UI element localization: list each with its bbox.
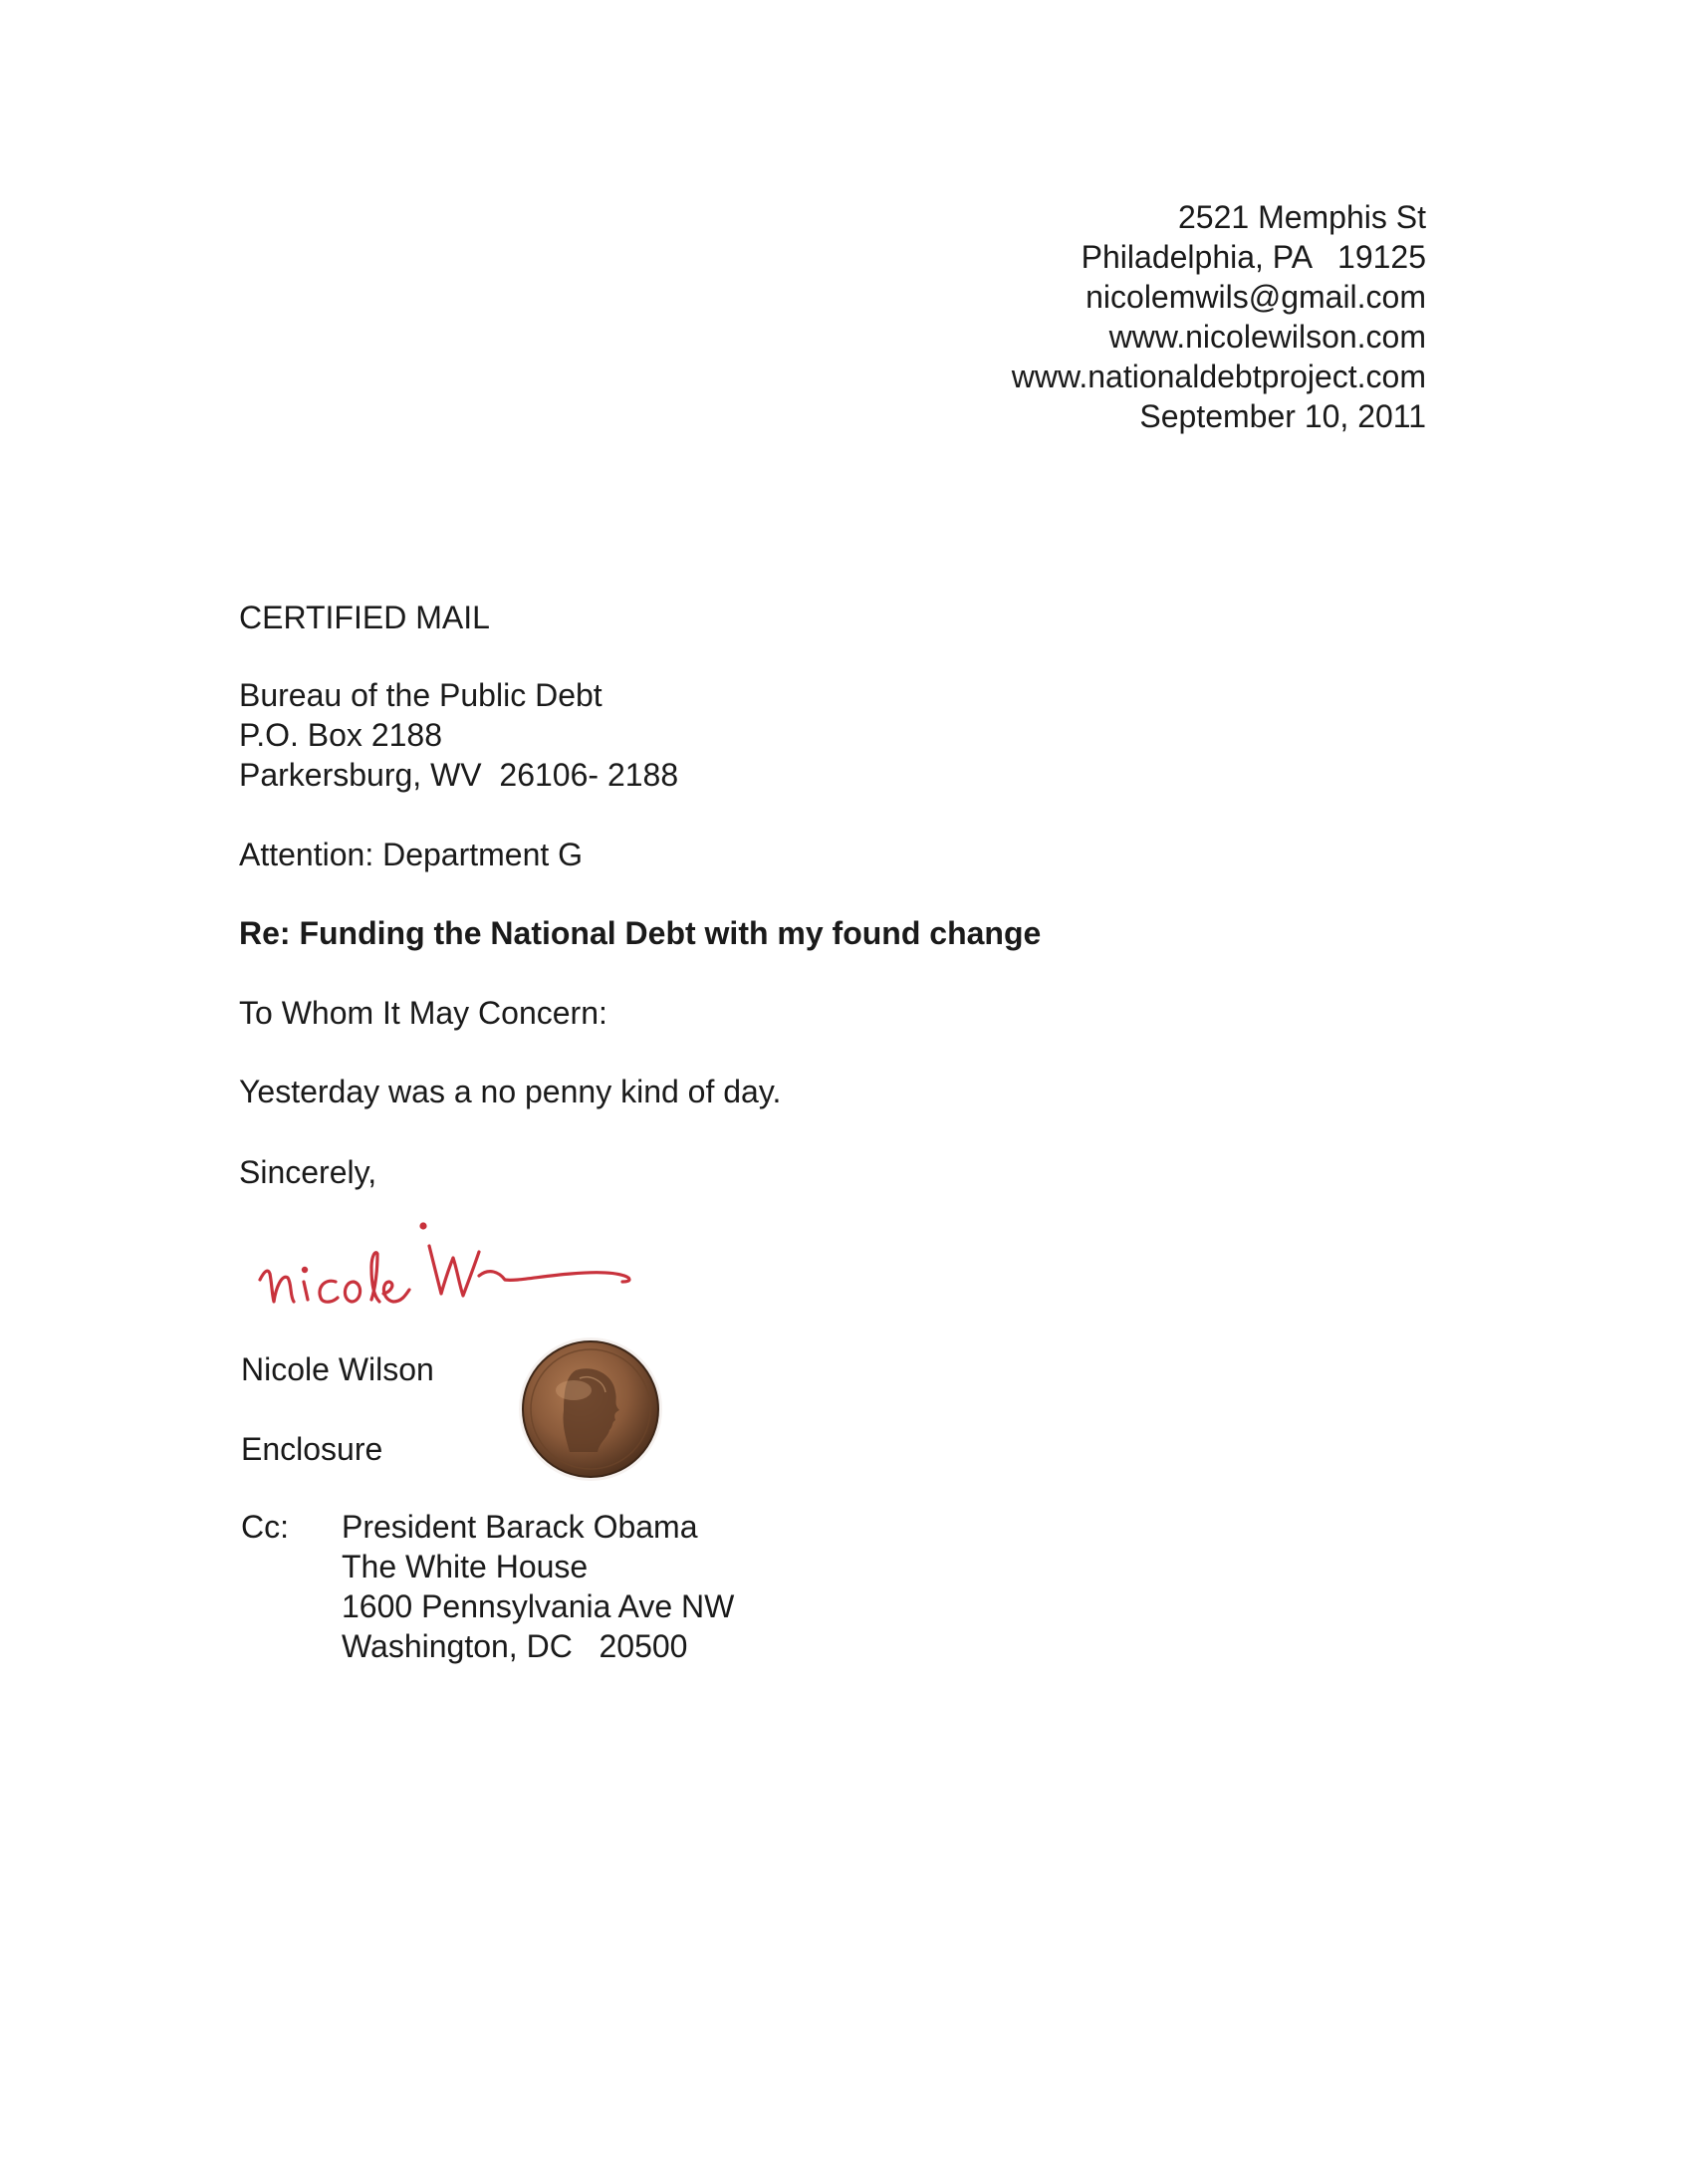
return-street: 2521 Memphis St <box>1177 199 1426 235</box>
recipient-address-block <box>239 675 678 795</box>
handwritten-signature <box>254 1210 662 1320</box>
letter-body: Yesterday was a no penny kind of day. <box>239 1074 782 1109</box>
salutation: To Whom It May Concern: <box>239 995 607 1031</box>
cc-name: President Barack Obama <box>342 1509 698 1545</box>
subject-line: Re: Funding the National Debt with my found change <box>239 915 1042 951</box>
cc-street: 1600 Pennsylvania Ave NW <box>342 1588 735 1624</box>
signer-name: Nicole Wilson <box>241 1351 434 1387</box>
cc-city-line: Washington, DC 20500 <box>342 1628 688 1664</box>
penny-coin-image <box>516 1335 665 1484</box>
return-website-2: www.nationaldebtproject.com <box>1011 359 1426 394</box>
recipient-po-box: P.O. Box 2188 <box>239 717 442 753</box>
attention-line: Attention: Department G <box>239 837 584 872</box>
enclosure-label: Enclosure <box>241 1431 383 1467</box>
cc-org: The White House <box>342 1549 589 1584</box>
recipient-name: Bureau of the Public Debt <box>239 677 603 713</box>
cc-label: Cc: <box>241 1509 289 1545</box>
closing: Sincerely, <box>239 1154 377 1190</box>
cc-address-block <box>342 1507 734 1666</box>
return-city-line: Philadelphia, PA 19125 <box>1081 239 1426 275</box>
recipient-city-line: Parkersburg, WV 26106- 2188 <box>239 757 679 793</box>
return-address-block <box>1012 197 1426 436</box>
certified-mail-label: CERTIFIED MAIL <box>239 600 490 635</box>
return-website-1: www.nicolewilson.com <box>1108 319 1426 355</box>
return-email: nicolemwils@gmail.com <box>1086 279 1426 315</box>
letter-date: September 10, 2011 <box>1139 398 1426 434</box>
